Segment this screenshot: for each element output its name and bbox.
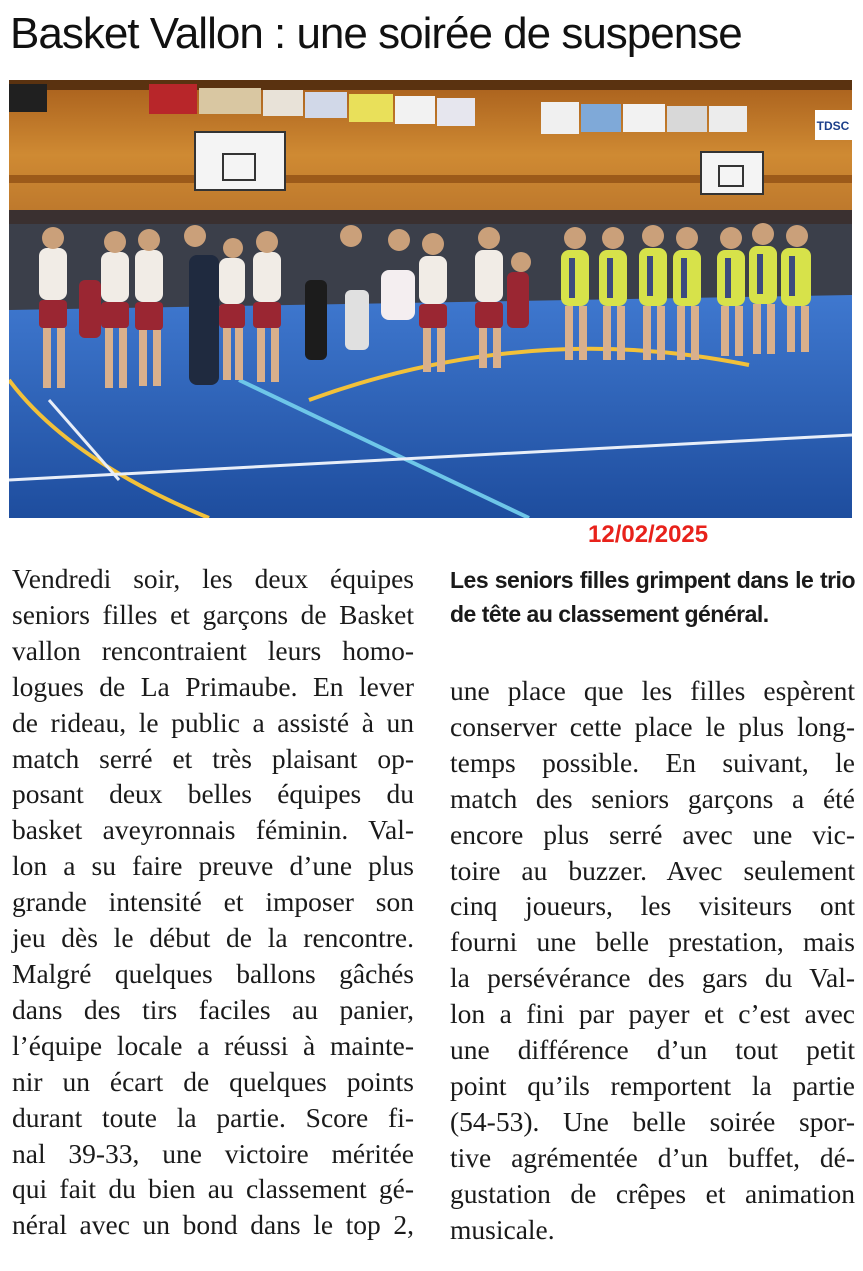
body-line: musicale. xyxy=(450,1213,555,1245)
body-line: point qu’ils remportent la partie xyxy=(450,1069,855,1101)
body-line: néral avec un bond dans le top 2, xyxy=(12,1209,414,1241)
body-line: tive agrémentée d’un buffet, dé- xyxy=(450,1141,855,1173)
body-line: encore plus serré avec une vic- xyxy=(450,818,855,850)
body-line: qui fait du bien au classement gé- xyxy=(12,1173,414,1205)
body-line: temps possible. En suivant, le xyxy=(450,746,855,778)
body-line: durant toute la partie. Score fi- xyxy=(12,1101,414,1133)
lead-line: de tête au classement général. xyxy=(450,601,769,627)
body-line: cinq joueurs, les visiteurs ont xyxy=(450,890,855,922)
article-headline: Basket Vallon : une soirée de suspense xyxy=(10,9,742,58)
body-line: Malgré quelques ballons gâchés xyxy=(12,957,414,989)
body-line: l’équipe locale a réussi à mainte- xyxy=(12,1029,414,1061)
lead-line: Les seniors filles grimpent dans le trio xyxy=(450,567,855,593)
body-line: (54-53). Une belle soirée spor- xyxy=(450,1105,855,1137)
body-line: lon a fini par payer et c’est avec xyxy=(450,998,855,1030)
body-line: fourni une belle prestation, mais xyxy=(450,926,855,958)
body-line: jeu dès le début de la rencontre. xyxy=(12,922,414,954)
body-line: de rideau, le public a assisté à un xyxy=(12,706,414,738)
body-line: nal 39-33, une victoire méritée xyxy=(12,1137,414,1169)
body-line: seniors filles et garçons de Basket xyxy=(12,598,414,630)
body-line: une différence d’un tout petit xyxy=(450,1034,855,1066)
article-body-left-column xyxy=(12,561,414,1243)
banner-tdsc: TDSC xyxy=(816,119,850,133)
body-line: match des seniors garçons a été xyxy=(450,782,855,814)
body-line: logues de La Primaube. En lever xyxy=(12,670,414,702)
article-lead xyxy=(450,563,855,631)
body-line: match serré et très plaisant op- xyxy=(12,742,414,774)
body-line: basket aveyronnais féminin. Val- xyxy=(12,814,414,846)
body-line: gustation de crêpes et animation xyxy=(450,1177,855,1209)
body-line: posant deux belles équipes du xyxy=(12,778,414,810)
body-line: Vendredi soir, les deux équipes xyxy=(12,563,414,594)
body-line: nir un écart de quelques points xyxy=(12,1065,414,1097)
body-line: la persévérance des gars du Val- xyxy=(450,962,855,994)
article-body-right-column xyxy=(450,673,855,1248)
body-line: conserver cette place le plus long- xyxy=(450,710,855,742)
body-line: toire au buzzer. Avec seulement xyxy=(450,854,855,886)
body-line: une place que les filles espèrent xyxy=(450,675,855,706)
body-line: vallon rencontraient leurs homo- xyxy=(12,634,414,666)
team-photo xyxy=(9,80,852,518)
body-line: lon a su faire preuve d’une plus xyxy=(12,850,414,882)
body-line: grande intensité et imposer son xyxy=(12,886,414,918)
body-line: dans des tirs faciles au panier, xyxy=(12,993,414,1025)
publication-date: 12/02/2025 xyxy=(588,521,709,548)
